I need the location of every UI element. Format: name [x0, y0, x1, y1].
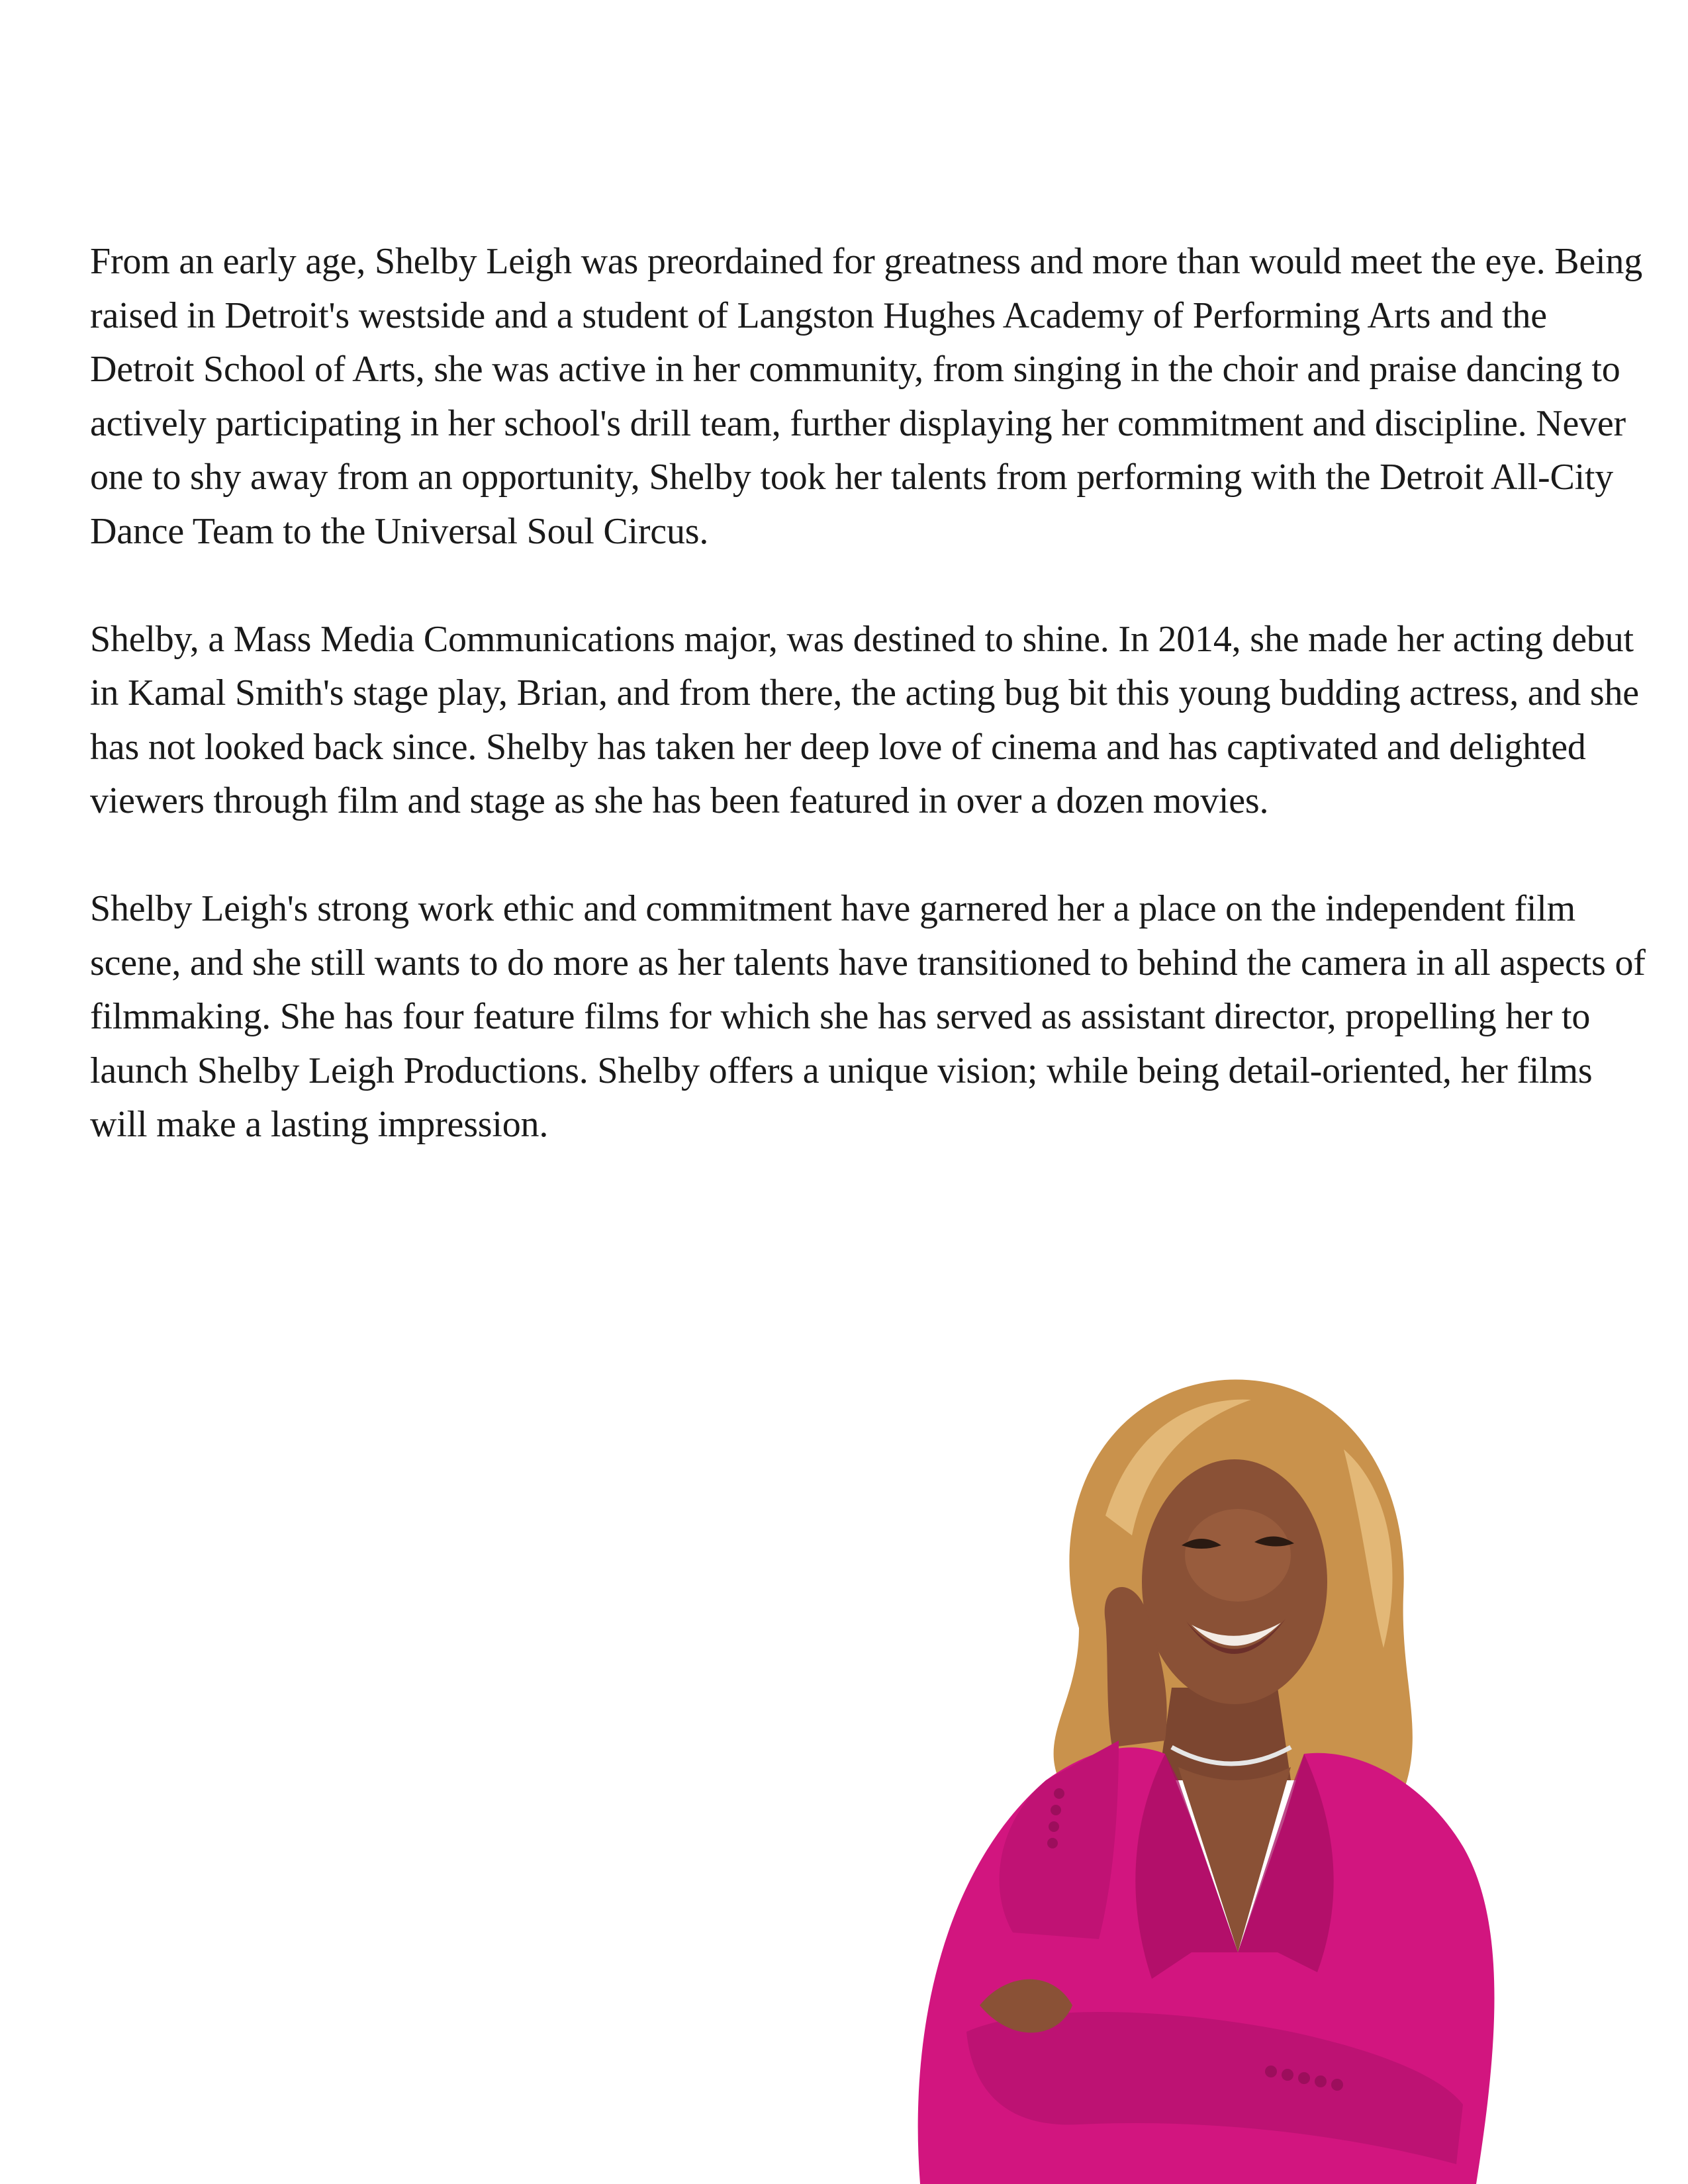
bio-paragraph-2: Shelby, a Mass Media Communications major, was destined to shine. In 2014, she made her acting debut in Kamal Smith's stage play, Brian, and from there, the acting bug bit this young budding actress, and she has not looked back since. Shelby has taken her deep love of cinema and has captivated and delighted viewers through film and stage as she has been featured in over a dozen movies. [90, 618, 1639, 821]
bio-text [90, 235, 1652, 1206]
bio-paragraph-1: From an early age, Shelby Leigh was preordained for greatness and more than would meet the eye. Being raised in Detroit's westside and a student of Langston Hughes Academy of Performing Arts and the Detroit School of Arts, she was active in her community, from singing in the choir and praise dancing to actively participating in her school's drill team, further displaying her commitment and discipline. Never one to shy away from an opportunity, Shelby took her talents from performing with the Detroit All-City Dance Team to the Universal Soul Circus. [90, 241, 1643, 552]
portrait-photo [880, 1317, 1542, 2184]
bio-paragraph-3: Shelby Leigh's strong work ethic and commitment have garnered her a place on the independent film scene, and she still wants to do more as her talents have transitioned to behind the camera in all aspects of filmmaking. She has four feature films for which she has served as assistant director, propelling her to launch Shelby Leigh Productions. Shelby offers a unique vision; while being detail-oriented, her films will make a lasting impression. [90, 888, 1646, 1145]
